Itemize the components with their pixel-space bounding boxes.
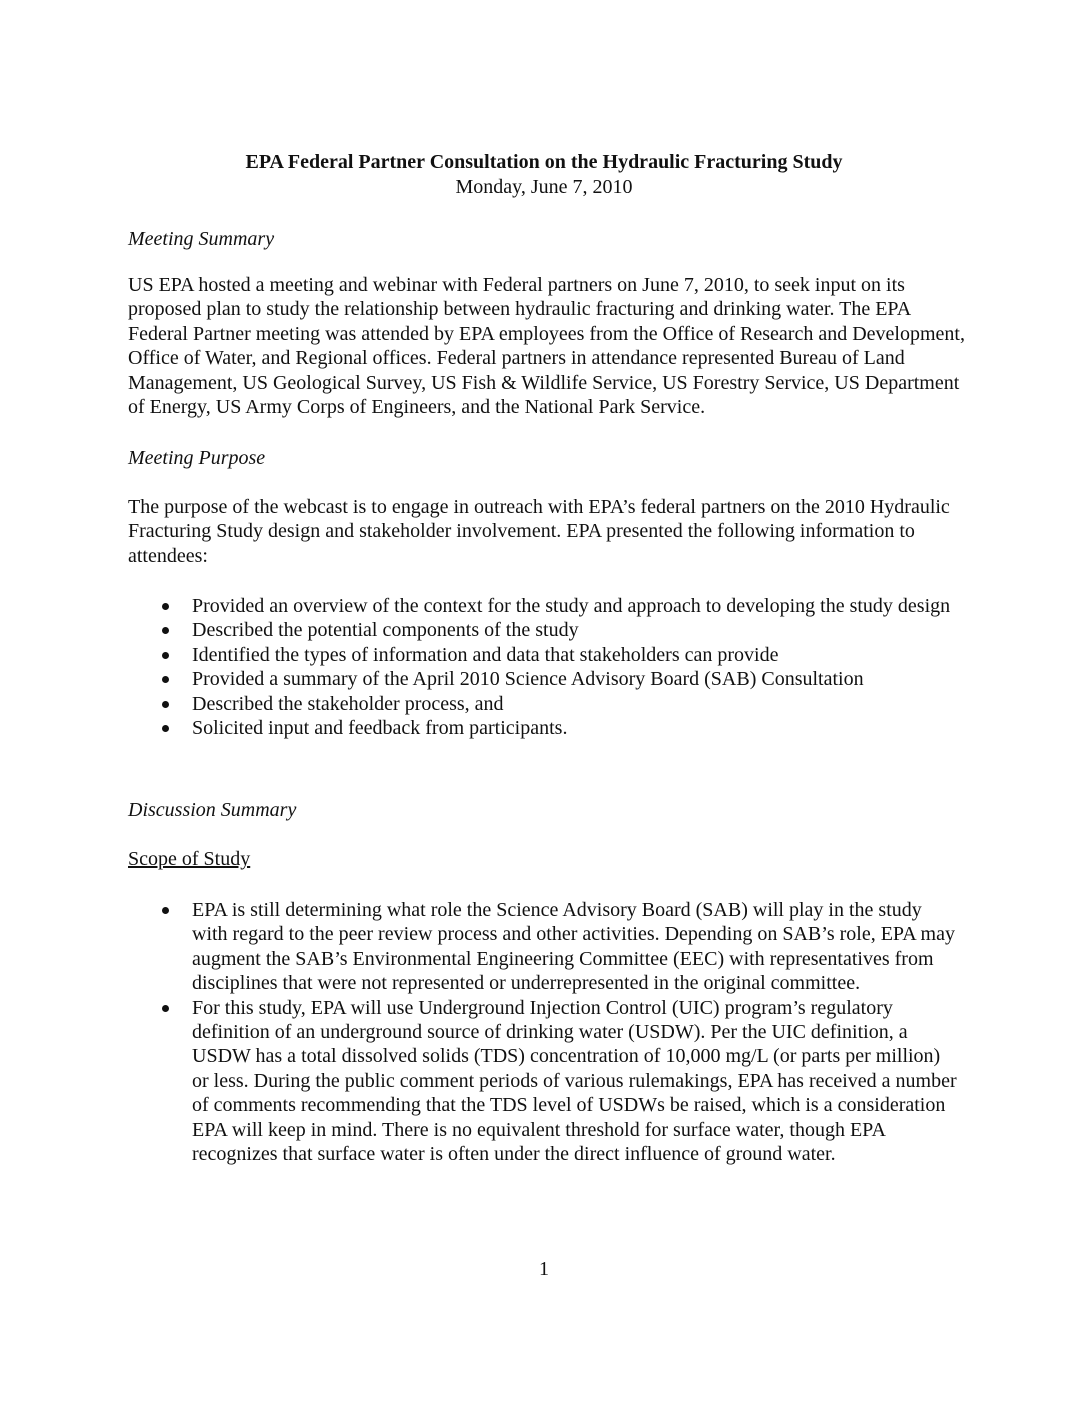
meeting-summary-paragraph: US EPA hosted a meeting and webinar with Federal partners on June 7, 2010, to seek input on its proposed plan to study the relationship between hydraulic fracturing and drinking water. The EPA Federal Partner meeting was attended by EPA employees from the Office of Research and Development, Office of Water, and Regional offices. Federal partners in attendance represented Bureau of Land Management, US Geological Survey, US Fish & Wildlife Service, US Forestry Service, US Department of Energy, US Army Corps of Engineers, and the National Park Service. (128, 274, 965, 419)
list-item-text: Solicited input and feedback from participants. (192, 717, 568, 740)
list-item-text: Described the stakeholder process, and (192, 692, 504, 715)
document-title: EPA Federal Partner Consultation on the Hydraulic Fracturing Study (245, 151, 843, 173)
list-item-text: Described the potential components of the study (192, 619, 579, 642)
list-item (160, 594, 960, 618)
subheading-scope-of-study: Scope of Study (128, 848, 251, 870)
list-item (160, 692, 960, 716)
list-item (160, 643, 960, 667)
bullet-icon (162, 627, 169, 634)
bullet-icon (162, 1005, 169, 1012)
list-item-text: Identified the types of information and data that stakeholders can provide (192, 643, 779, 666)
list-item (160, 716, 960, 740)
bullet-icon (162, 725, 169, 732)
document-header (128, 150, 960, 200)
list-item (160, 618, 960, 642)
list-item (160, 898, 960, 996)
scope-bullet-list (160, 898, 960, 1166)
document-date: Monday, June 7, 2010 (455, 176, 633, 198)
bullet-icon (162, 907, 169, 914)
bullet-icon (162, 652, 169, 659)
section-heading-discussion-summary: Discussion Summary (128, 799, 297, 821)
meeting-purpose-paragraph: The purpose of the webcast is to engage in outreach with EPA’s federal partners on the 2010 Hydraulic Fracturing Study design and stakeholder involvement. EPA presented the following information to attendees: (128, 496, 950, 567)
bullet-icon (162, 603, 169, 610)
list-item (160, 996, 960, 1167)
section-heading-meeting-purpose: Meeting Purpose (128, 447, 266, 469)
list-item-text: Provided a summary of the April 2010 Science Advisory Board (SAB) Consultation (192, 668, 864, 691)
bullet-icon (162, 676, 169, 683)
list-item-text: EPA is still determining what role the Science Advisory Board (SAB) will play in the study with regard to the peer review process and other activities. Depending on SAB’s role, EPA may augment the SAB’s Environmental Engineering Committee (EEC) with representatives from disciplines that were not represented or underrepresented in the original committee. (192, 899, 955, 995)
section-heading-meeting-summary: Meeting Summary (128, 228, 275, 250)
bullet-icon (162, 701, 169, 708)
list-item-text: For this study, EPA will use Underground Injection Control (UIC) program’s regulatory definition of an underground source of drinking water (USDW). Per the UIC definition, a USDW has a total dissolved solids (TDS) concentration of 10,000 mg/L (or parts per million) or less. During the public comment periods of various rulemakings, EPA has received a number of comments recommending that the TDS level of USDWs be raised, which is a consideration EPA will keep in mind. There is no equivalent threshold for surface water, though EPA recognizes that surface water is often under the direct influence of ground water. (192, 996, 957, 1166)
list-item-text: Provided an overview of the context for the study and approach to developing the study design (192, 595, 951, 617)
list-item (160, 667, 960, 691)
page-number: 1 (539, 1258, 549, 1280)
meeting-purpose-bullet-list (160, 594, 960, 740)
